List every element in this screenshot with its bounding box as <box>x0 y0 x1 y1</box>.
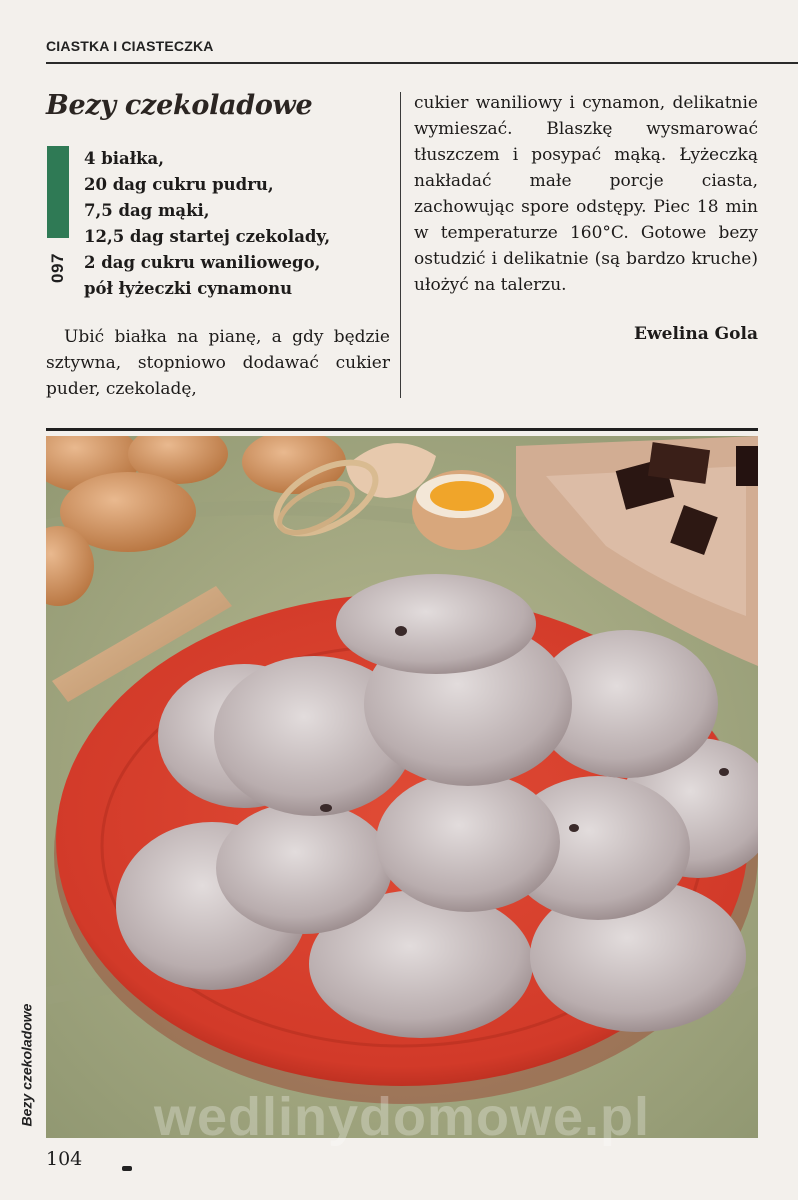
recipe-author: Ewelina Gola <box>634 324 758 344</box>
meringue-cookie <box>216 802 392 934</box>
method-text-right <box>414 90 758 298</box>
decorative-dot <box>122 1166 132 1171</box>
running-head: CIASTKA I CIASTECZKA <box>46 38 214 54</box>
ingredient-item: 2 dag cukru waniliowego, <box>84 253 321 272</box>
header-rule <box>46 62 798 64</box>
ingredient-list <box>84 146 330 302</box>
chocolate-piece <box>736 446 758 486</box>
side-label-box <box>14 990 38 1140</box>
recipe-number-box <box>47 242 69 294</box>
chocolate-speck <box>569 824 579 832</box>
chocolate-speck <box>719 768 729 776</box>
egg-yolk <box>430 481 494 511</box>
ingredient-item: 12,5 dag startej czekolady, <box>84 227 331 246</box>
chocolate-speck <box>320 804 332 812</box>
page-number: 104 <box>46 1148 83 1170</box>
recipe-title: Bezy czekoladowe <box>46 90 313 121</box>
method-paragraph-start: Ubić białka na pianę, a gdy będzie sztywna, stopniowo dodawać cukier puder, czekoladę, <box>46 327 390 399</box>
column-divider <box>400 92 401 398</box>
chocolate-speck <box>395 626 407 636</box>
meringue-cookie <box>376 772 560 912</box>
recipe-photo <box>46 436 758 1138</box>
method-text-left <box>46 324 390 402</box>
photo-top-rule <box>46 428 758 431</box>
ingredient-item: 7,5 dag mąki, <box>84 201 210 220</box>
meringue-cookie <box>336 574 536 674</box>
method-paragraph-continued: cukier waniliowy i cynamon, delikatnie wymieszać. Blaszkę wysmarować tłuszczem i posypać mąką. Łyżeczką nakładać małe porcje ciasta, zachowując spore odstępy. Piec 18 min w temperaturze 160°C. Gotowe bezy ostudzić i delikatnie (są bardzo kruche) ułożyć na talerzu. <box>414 93 758 295</box>
ingredient-item: 4 białka, <box>84 149 164 168</box>
meringue-plate-illustration <box>46 436 758 1138</box>
side-recipe-label: Bezy czekoladowe <box>18 1003 34 1127</box>
ingredient-item: 20 dag cukru pudru, <box>84 175 274 194</box>
watermark: wedlinydomowe.pl <box>153 1087 651 1147</box>
recipe-color-marker <box>47 146 69 238</box>
recipe-number: 097 <box>48 253 67 283</box>
ingredient-item: pół łyżeczki cynamonu <box>84 279 293 298</box>
